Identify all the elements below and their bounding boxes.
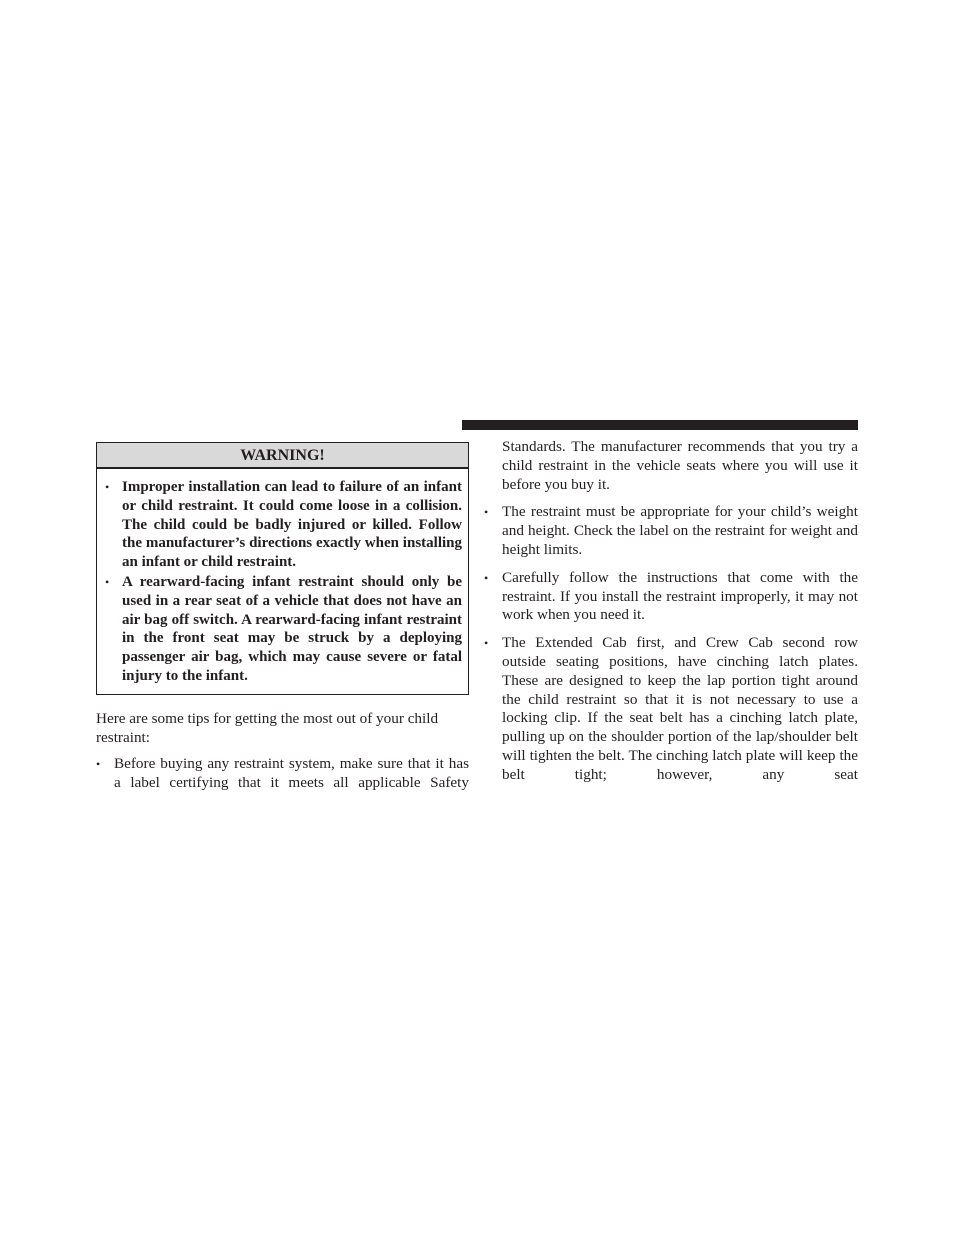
continued-paragraph: Standards. The manufacturer recommends that you try a child restraint in the vehicle seats where you will use it before you buy it.: [502, 438, 858, 493]
section-header-bar: [462, 420, 858, 430]
tip-item-text: Carefully follow the instructions that come with the restraint. If you install the restraint improperly, it may not work when you need it.: [502, 568, 858, 624]
tip-item-text: Before buying any restraint system, make sure that it has a label certifying that it meets all applicable Safety: [114, 754, 469, 791]
left-column: [96, 442, 469, 792]
intro-paragraph: Here are some tips for getting the most out of your child restraint:: [96, 709, 439, 746]
bullet-icon: •: [105, 480, 110, 494]
tip-item: [484, 634, 858, 784]
bullet-icon: •: [96, 756, 101, 771]
warning-item-text: A rearward-facing infant restraint should only be used in a rear seat of a vehicle that does not have an air bag off switch. A rearward-facing infant restraint in the front seat may be struck by a deploying passenger air bag, which may cause severe or fatal injury to the infant.: [122, 573, 462, 684]
tips-list: [96, 755, 469, 793]
bullet-icon: •: [484, 570, 489, 585]
warning-item: [105, 573, 462, 686]
tip-item: [484, 503, 858, 559]
warning-title: WARNING!: [97, 443, 468, 469]
bullet-icon: •: [484, 636, 489, 651]
bullet-icon: •: [484, 505, 489, 520]
tip-item: [96, 755, 469, 793]
tip-item-text: The restraint must be appropriate for your child’s weight and height. Check the label on the restraint for weight and height limits.: [502, 503, 858, 558]
right-tips-list: [484, 503, 858, 784]
bullet-icon: •: [105, 574, 110, 589]
warning-box: [96, 442, 469, 695]
tip-item-text: The Extended Cab first, and Crew Cab second row outside seating positions, have cinching latch plates. These are designed to keep the lap portion tight around the child restraint so that it is not necessary to use a locking clip. If the seat belt has a cinching latch plate, pulling up on the shoulder portion of the lap/shoulder belt will tighten the belt. The cinching latch plate will keep the belt tight; however, any seat: [502, 634, 858, 783]
warning-item: [105, 478, 462, 572]
right-column: [484, 438, 858, 794]
warning-list: [97, 469, 468, 694]
tip-item: [484, 569, 858, 625]
warning-item-text: Improper installation can lead to failure of an infant or child restraint. It could come loose in a collision. The child could be badly injured or killed. Follow the manufacturer’s directions exactly when installing an infant or child restraint.: [122, 479, 462, 571]
